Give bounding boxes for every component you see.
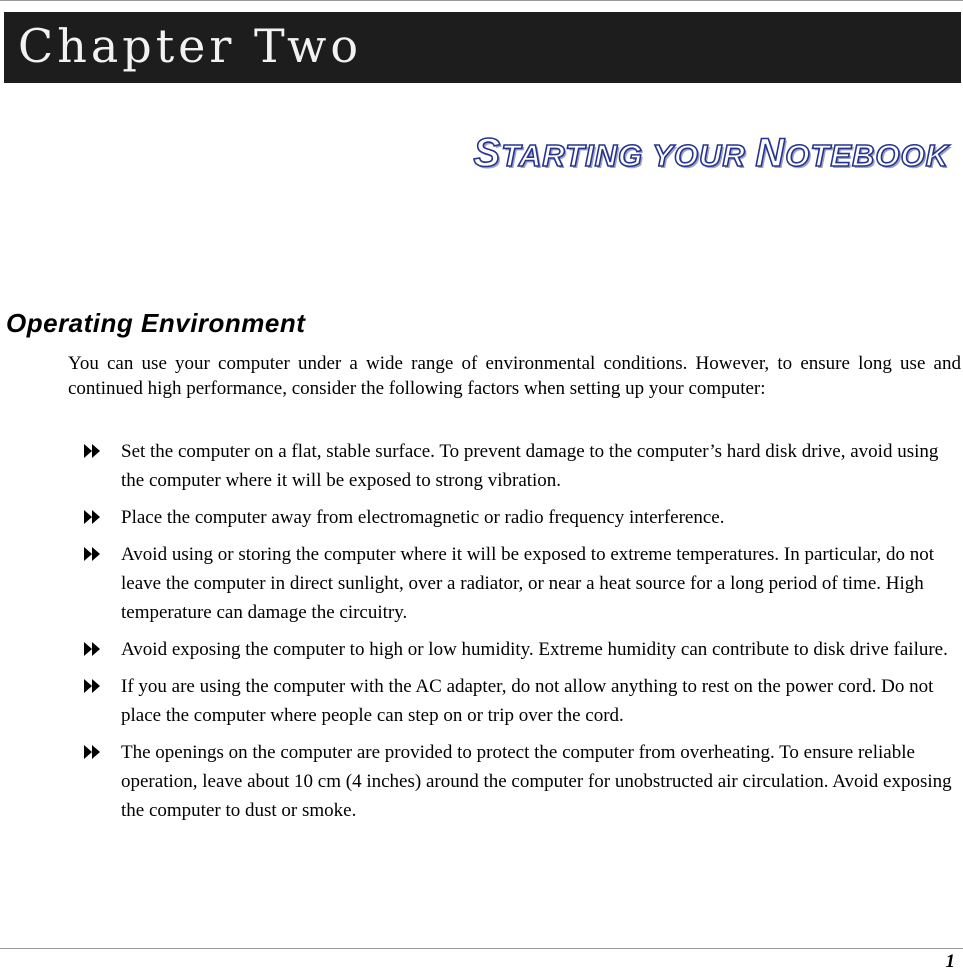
- section-title: Operating Environment: [6, 308, 306, 338]
- double-arrow-icon: [82, 679, 102, 693]
- top-rule: [0, 0, 963, 1]
- page-heading: [474, 128, 949, 187]
- page-heading-part: OTEBOOK: [785, 138, 949, 173]
- page-heading-part: TARTING: [501, 138, 653, 173]
- bullet-item: [68, 503, 961, 532]
- footer-rule: [0, 948, 963, 949]
- bullet-text: If you are using the computer with the AC adapter, do not allow anything to rest on the power cord. Do not place the computer where people can step on or trip over the cord.: [121, 676, 934, 726]
- bullet-text: The openings on the computer are provided to protect the computer from overheating. To ensure reliable operation, leave about 10 cm (4 inches) around the computer for unobstructed air circulation. Avoid exposing the computer to dust or smoke.: [121, 742, 952, 821]
- double-arrow-icon: [82, 444, 102, 458]
- page-heading-part: N: [755, 131, 786, 175]
- double-arrow-icon: [82, 547, 102, 561]
- page-number: 1: [945, 951, 955, 972]
- chapter-title: Chapter Two: [18, 19, 363, 73]
- bullet-item: [68, 672, 961, 730]
- double-arrow-icon: [82, 745, 102, 759]
- bullet-item: [68, 738, 961, 825]
- bullet-item: [68, 437, 961, 495]
- bullet-text: Avoid exposing the computer to high or low humidity. Extreme humidity can contribute to disk drive failure.: [121, 639, 948, 660]
- bullet-item: [68, 540, 961, 627]
- chapter-banner: [4, 12, 961, 83]
- bullet-item: [68, 635, 961, 664]
- bullet-text: Set the computer on a flat, stable surface. To prevent damage to the computer’s hard disk drive, avoid using the computer where it will be exposed to strong vibration.: [121, 441, 939, 491]
- bullet-text: Place the computer away from electromagnetic or radio frequency interference.: [121, 507, 725, 528]
- intro-paragraph: You can use your computer under a wide range of environmental conditions. However, to ensure long use and continued high performance, consider the following factors when setting up your computer:: [68, 353, 961, 399]
- page-heading-part: S: [473, 131, 502, 175]
- double-arrow-icon: [82, 510, 102, 524]
- bullet-text: Avoid using or storing the computer where it will be exposed to extreme temperatures. In particular, do not leave the computer in direct sunlight, over a radiator, or near a heat source for a long period of time. High temperature can damage the circuitry.: [121, 544, 935, 623]
- double-arrow-icon: [82, 642, 102, 656]
- bullet-list: [68, 437, 961, 833]
- page-heading-part: YOUR: [652, 138, 756, 173]
